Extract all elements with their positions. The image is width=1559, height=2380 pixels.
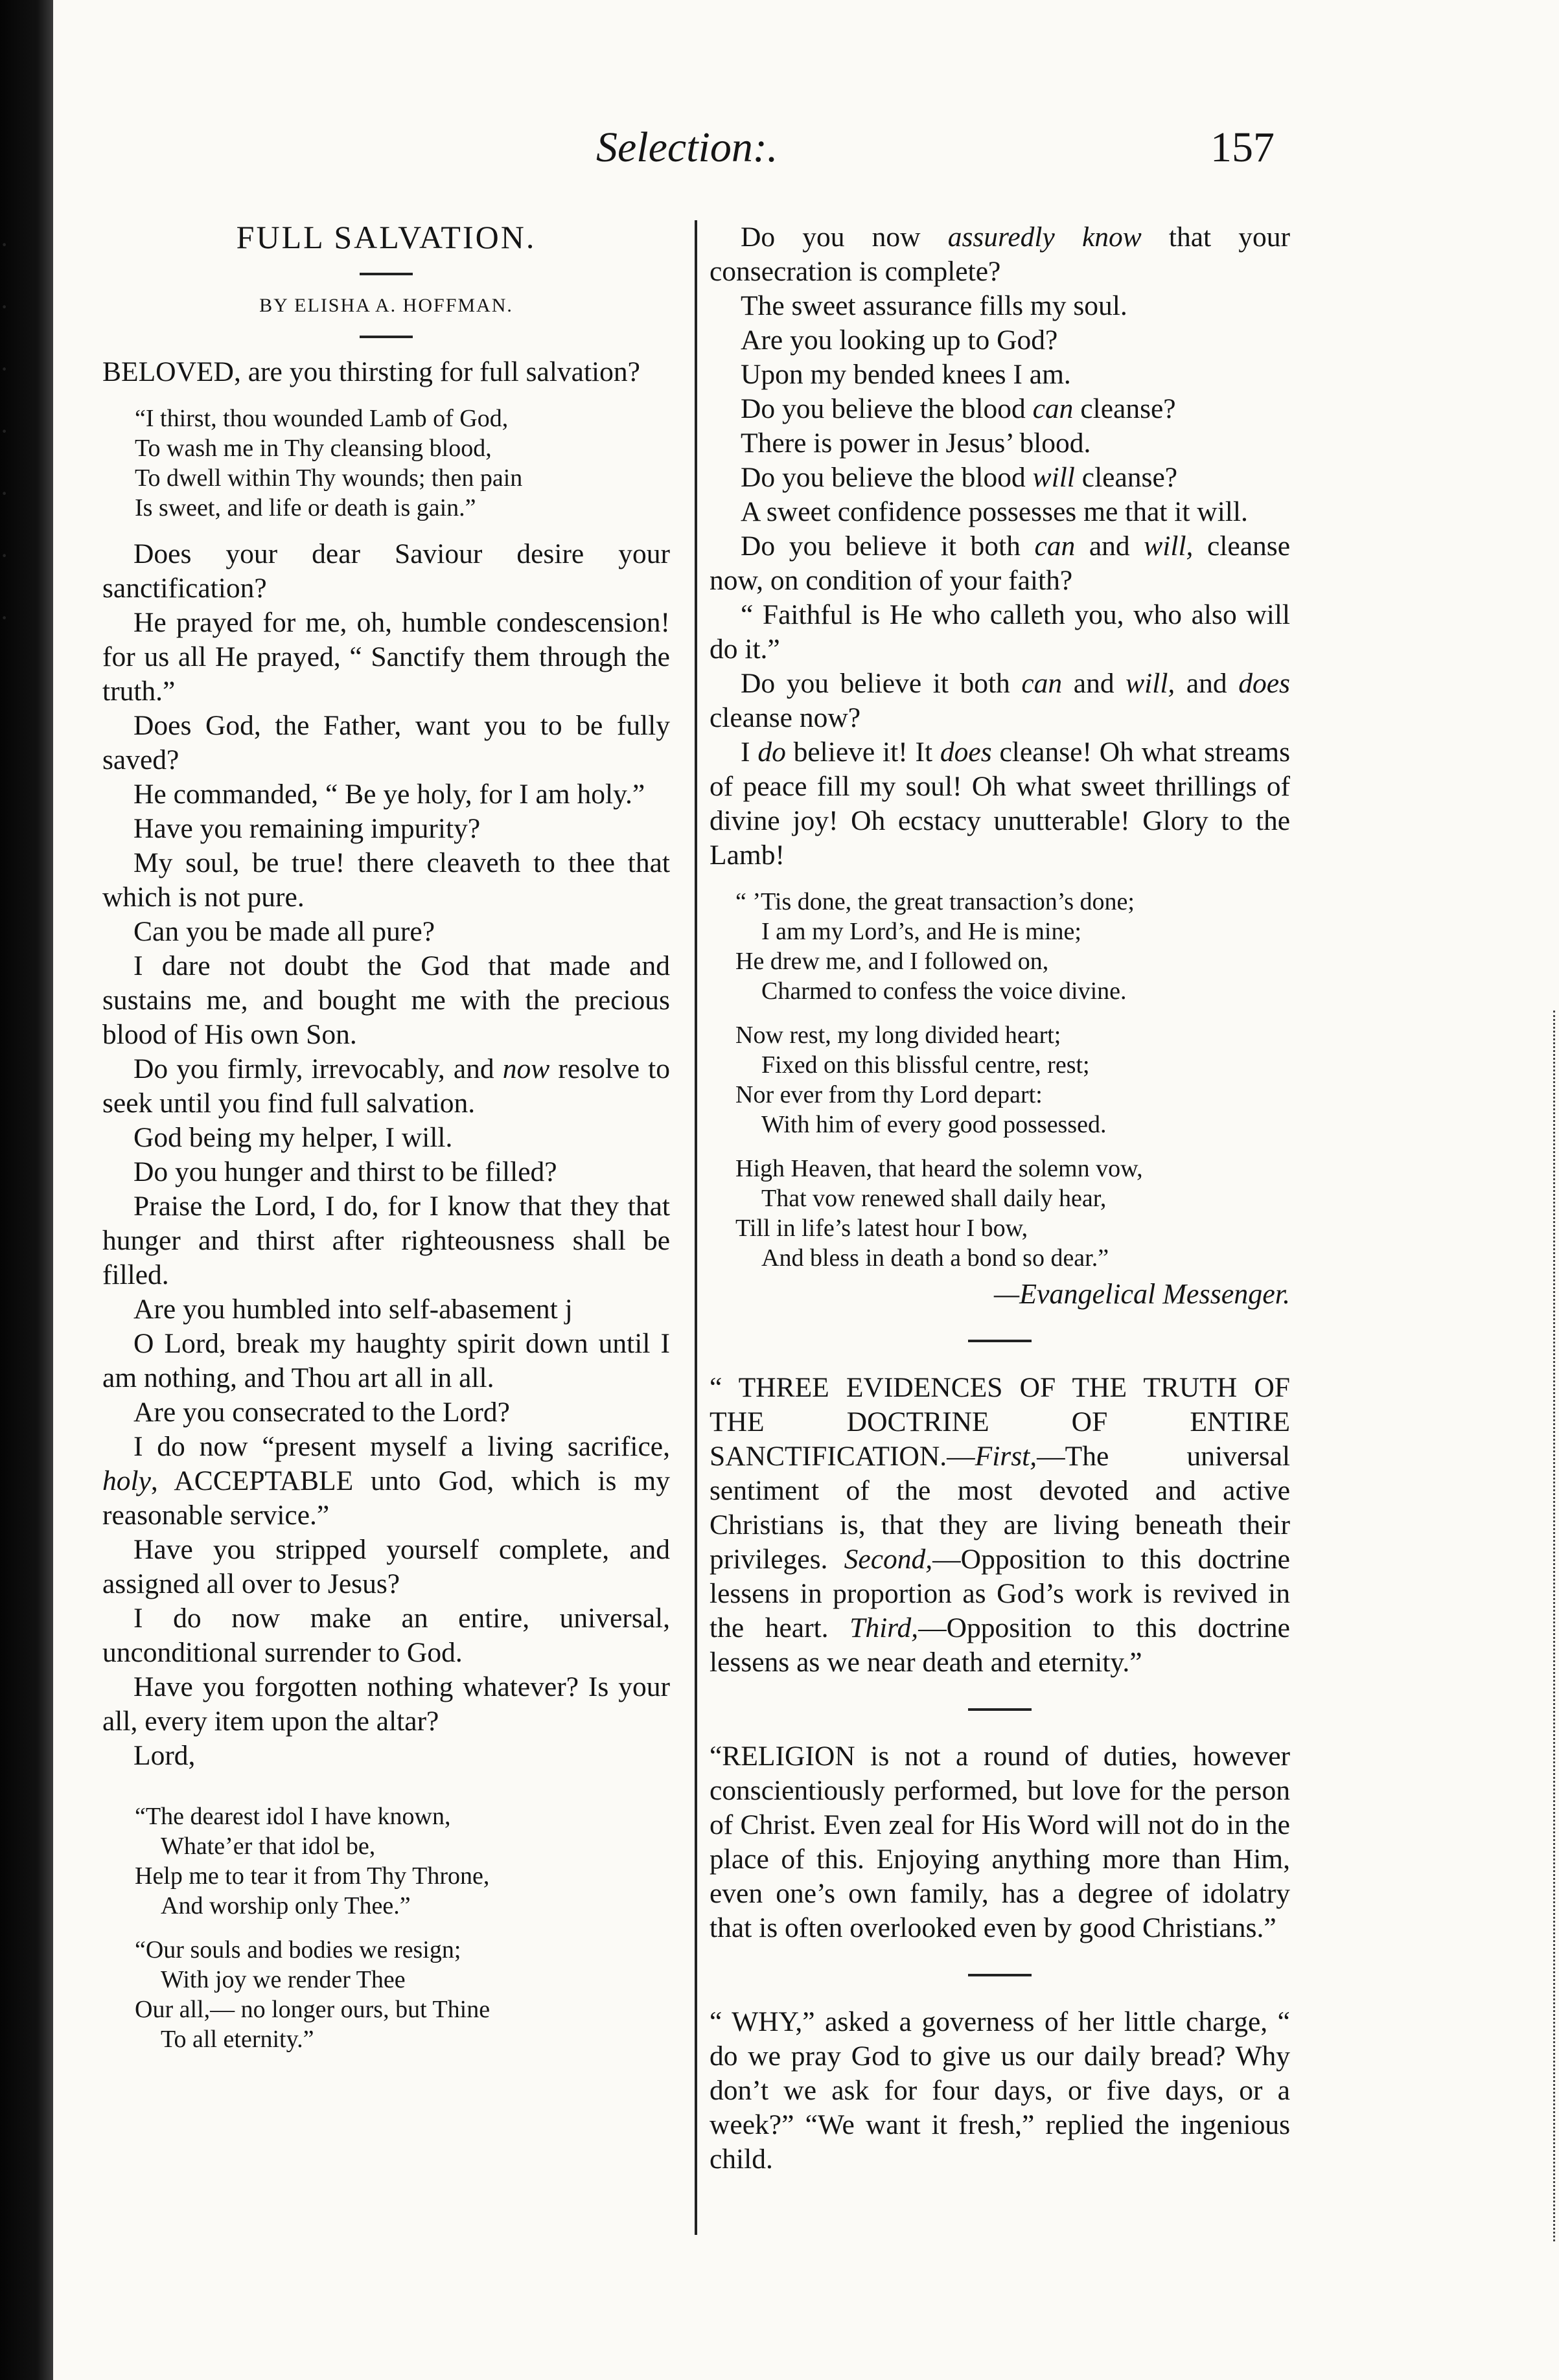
- page-header: [0, 123, 1559, 194]
- paragraph: Upon my bended knees I am.: [741, 359, 1071, 390]
- verse-line: Help me to tear it from Thy Throne,: [135, 1862, 490, 1890]
- paragraph: Praise the Lord, I do, for I know that they that hunger and thirst after righteousness shall be filled.: [102, 1191, 670, 1290]
- verse-line: High Heaven, that heard the solemn vow,: [735, 1155, 1143, 1182]
- column-divider: [695, 220, 697, 2235]
- paragraph: Does God, the Father, want you to be fully saved?: [102, 710, 670, 775]
- verse-line: He drew me, and I followed on,: [735, 948, 1049, 975]
- verse-line: “Our souls and bodies we resign;: [135, 1936, 461, 1963]
- paragraph: Have you stripped yourself complete, and assigned all over to Jesus?: [102, 1534, 670, 1599]
- verse-line: “The dearest idol I have known,: [135, 1803, 451, 1830]
- paragraph: The sweet assurance fills my soul.: [741, 290, 1127, 321]
- verse-block: [135, 1935, 670, 2054]
- hymn-stanza: [735, 1020, 1290, 1139]
- paragraph: Have you forgotten nothing whatever? Is your all, every item upon the altar?: [102, 1671, 670, 1737]
- verse-line: Now rest, my long divided heart;: [735, 1022, 1061, 1049]
- paragraph: Lord,: [133, 1740, 196, 1771]
- running-title: Selection:.: [596, 124, 778, 171]
- left-column: [102, 220, 670, 2068]
- paragraph: Do you hunger and thirst to be filled?: [133, 1156, 557, 1187]
- paragraph: Are you consecrated to the Lord?: [133, 1397, 510, 1428]
- paragraph: O Lord, break my haughty spirit down until I am nothing, and Thou art all in all.: [102, 1328, 670, 1393]
- verse-line: To dwell within Thy wounds; then pain: [135, 464, 523, 492]
- verse-line: That vow renewed shall daily hear,: [761, 1185, 1107, 1212]
- verse-line: To wash me in Thy cleansing blood,: [135, 435, 492, 462]
- paragraph: I do now make an entire, universal, unconditional surrender to God.: [102, 1603, 670, 1668]
- paragraph: “ Faithful is He who calleth you, who also will do it.”: [710, 599, 1290, 665]
- verse-line: Till in life’s latest hour I bow,: [735, 1215, 1028, 1242]
- paragraph: I do now “present myself a living sacrifice, holy, ACCEPTABLE unto God, which is my reasonable service.”: [102, 1431, 670, 1531]
- verse-line: Charmed to confess the voice divine.: [761, 978, 1127, 1005]
- verse-line: Is sweet, and life or death is gain.”: [135, 494, 476, 521]
- evidences-paragraph: “ THREE EVIDENCES OF THE TRUTH OF THE DOCTRINE OF ENTIRE SANCTIFICATION.—First,—The universal sentiment of the most devoted and active Christians is, that they are living beneath their privileges. Second,—Opposition to this doctrine lessens in proportion as God’s work is revived in the heart. Third,—Opposition to this doctrine lessens as we near death and eternity.”: [710, 1372, 1290, 1678]
- verse-line: Our all,— no longer ours, but Thine: [135, 1996, 491, 2023]
- section-rule: [968, 1974, 1032, 1976]
- paragraph: Do you believe it both can and will, and does cleanse now?: [710, 668, 1290, 733]
- right-column: [710, 220, 1290, 2177]
- verse-block: [135, 1802, 670, 1921]
- paragraph: My soul, be true! there cleaveth to thee that which is not pure.: [102, 847, 670, 913]
- right-edge-marks: [1540, 1011, 1555, 2241]
- source-attribution: —Evangelical Messenger.: [994, 1278, 1290, 1310]
- intro-paragraph: BELOVED, are you thirsting for full salvation?: [102, 356, 640, 387]
- paragraph: Do you believe the blood can cleanse?: [741, 393, 1176, 424]
- paragraph: Can you be made all pure?: [133, 916, 435, 947]
- paragraph: There is power in Jesus’ blood.: [741, 428, 1091, 459]
- paragraph: Are you humbled into self-abasement j: [133, 1294, 573, 1325]
- paragraph: He prayed for me, oh, humble condescension! for us all He prayed, “ Sanctify them through the truth.”: [102, 607, 670, 707]
- paragraph: Does your dear Saviour desire your sanctification?: [102, 538, 670, 604]
- paragraph: Do you firmly, irrevocably, and now resolve to seek until you find full salvation.: [102, 1053, 670, 1119]
- paragraph: Are you looking up to God?: [741, 325, 1058, 356]
- verse-line: Nor ever from thy Lord depart:: [735, 1081, 1043, 1108]
- verse-line: “ ’Tis done, the great transaction’s done;: [735, 888, 1135, 915]
- title-rule: [360, 273, 413, 275]
- verse-line: Fixed on this blissful centre, rest;: [761, 1051, 1090, 1079]
- verse-line: I am my Lord’s, and He is mine;: [761, 918, 1081, 945]
- verse-line: And worship only Thee.”: [161, 1892, 411, 1919]
- article-byline: BY ELISHA A. HOFFMAN.: [259, 295, 513, 316]
- paragraph: A sweet confidence possesses me that it will.: [741, 496, 1248, 527]
- verse-line: With him of every good possessed.: [761, 1111, 1107, 1138]
- binding-marks: · · · · · · ·: [0, 230, 9, 632]
- verse-line: To all eternity.”: [161, 2026, 314, 2053]
- paragraph: He commanded, “ Be ye holy, for I am holy.”: [133, 779, 645, 810]
- paragraph: I do believe it! It does cleanse! Oh what streams of peace fill my soul! Oh what sweet thrillings of divine joy! Oh ecstacy unutterable! Glory to the Lamb!: [710, 737, 1290, 871]
- section-rule: [968, 1340, 1032, 1342]
- paragraph: God being my helper, I will.: [133, 1122, 453, 1153]
- paragraph: Do you believe the blood will cleanse?: [741, 462, 1178, 493]
- hymn-stanza: [735, 1154, 1290, 1273]
- paragraph: Do you believe it both can and will, cleanse now, on condition of your faith?: [710, 531, 1291, 596]
- verse-line: “I thirst, thou wounded Lamb of God,: [135, 405, 509, 432]
- paragraph: I dare not doubt the God that made and sustains me, and bought me with the precious blood of His own Son.: [102, 950, 670, 1050]
- paragraph: Do you now assuredly know that your consecration is complete?: [710, 222, 1290, 287]
- page-number: 157: [1210, 124, 1275, 171]
- hymn-stanza: [735, 887, 1290, 1006]
- verse-line: Whate’er that idol be,: [161, 1833, 376, 1860]
- paragraph: Have you remaining impurity?: [133, 813, 481, 844]
- verse-line: And bless in death a bond so dear.”: [761, 1244, 1109, 1272]
- verse-block: [135, 404, 670, 523]
- why-paragraph: “ WHY,” asked a governess of her little charge, “ do we pray God to give us our daily bread? Why don’t we ask for four days, or five days, or a week?” “We want it fresh,” replied the ingenious child.: [710, 2006, 1290, 2175]
- article-title: FULL SALVATION.: [236, 219, 537, 255]
- religion-paragraph: “RELIGION is not a round of duties, however conscientiously performed, but love for the person of Christ. Even zeal for His Word will not do in the place of this. Enjoying anything more than Him, even one’s own family, has a degree of idolatry that is often overlooked even by good Christians.”: [710, 1741, 1290, 1943]
- section-rule: [968, 1708, 1032, 1711]
- verse-line: With joy we render Thee: [161, 1966, 406, 1993]
